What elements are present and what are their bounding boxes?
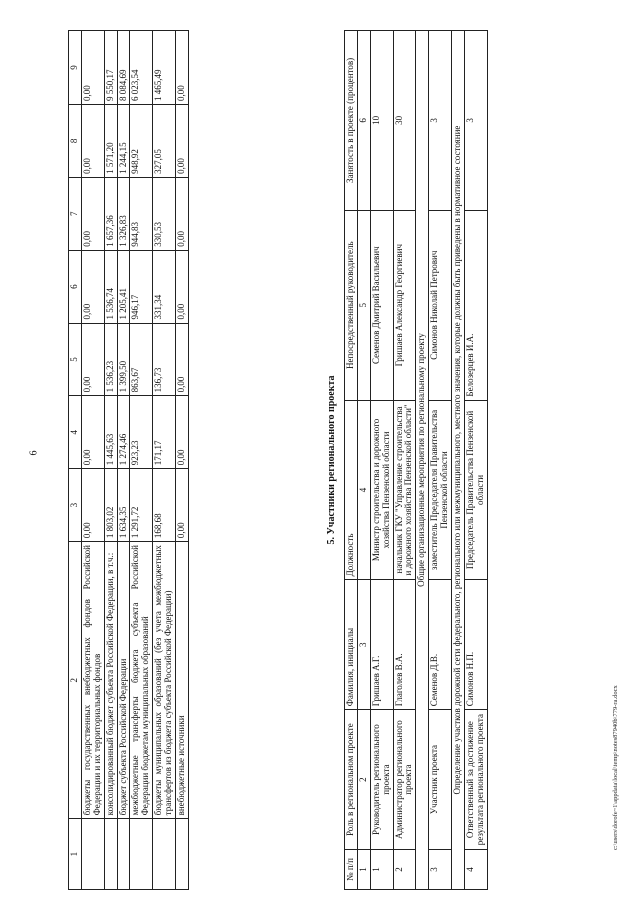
budget-value: 923,23 <box>130 396 153 469</box>
budget-value: 136,73 <box>153 323 176 396</box>
budget-row-name: межбюджетные трансферты бюджета субъекта Российской Федерации бюджетам муниципальных образований <box>130 542 153 819</box>
budget-row-num <box>81 819 104 890</box>
budget-row-num <box>153 819 176 890</box>
budget-row <box>117 31 130 890</box>
column-number: 1 <box>357 850 370 890</box>
participant-name: Гришаев А.Г. <box>370 580 393 710</box>
budget-value: 0,00 <box>81 250 104 323</box>
participant-row <box>393 31 416 890</box>
column-number-row <box>357 31 370 890</box>
budget-value: 1 274,46 <box>117 396 130 469</box>
budget-row <box>130 31 153 890</box>
budget-value: 0,00 <box>176 250 189 323</box>
participant-position: начальник ГКУ "Управление строительства и дорожного хозяйства Пензенской области" <box>393 400 416 580</box>
budget-value: 0,00 <box>81 105 104 178</box>
budget-value: 1 465,49 <box>153 31 176 105</box>
participant-num: 1 <box>370 850 393 890</box>
budget-value: 0,00 <box>81 177 104 250</box>
budget-value: 0,00 <box>176 323 189 396</box>
budget-value: 1 244,15 <box>117 105 130 178</box>
budget-row <box>104 31 117 890</box>
column-header: Роль в региональном проекте <box>345 710 358 850</box>
section-title: 5. Участники регионального проекта <box>326 375 337 545</box>
participant-supervisor: Симонов Николай Петрович <box>429 210 452 400</box>
participant-num: 2 <box>393 850 416 890</box>
budget-sources-table <box>68 30 189 890</box>
budget-value: 1 803,02 <box>104 469 117 542</box>
participant-share: 30 <box>393 31 416 211</box>
participants-table <box>344 30 488 890</box>
participant-position: заместитель Председателя Правительства Пензенской области <box>429 400 452 580</box>
participant-name: Глаголев В.А. <box>393 580 416 710</box>
budget-row <box>81 31 104 890</box>
participants-header-row <box>345 31 358 890</box>
budget-row-name: бюджеты государственных внебюджетных фондов Российской Федерации и их территориальных фондов <box>81 542 104 819</box>
participant-role: Руководитель регионального проекта <box>370 710 393 850</box>
budget-value: 327,05 <box>153 105 176 178</box>
budget-value: 944,83 <box>130 177 153 250</box>
budget-header-cell: 1 <box>69 819 82 890</box>
participant-num: 3 <box>429 850 452 890</box>
participant-role: Участник проекта <box>429 710 452 850</box>
budget-value: 863,67 <box>130 323 153 396</box>
column-header: Занятость в проекте (процентов) <box>345 31 358 211</box>
footer-file-path: c:\users\dorofe~1\appdata\local\temp\notes87940b\779-ra.docx <box>612 685 619 850</box>
page-number: 6 <box>28 450 40 456</box>
budget-value: 1 291,72 <box>130 469 153 542</box>
participant-supervisor: Семенов Дмитрий Васильевич <box>370 210 393 400</box>
budget-row-num <box>104 819 117 890</box>
participant-position: Министр строительства и дорожного хозяйства Пензенской области <box>370 400 393 580</box>
budget-header-cell: 3 <box>69 469 82 542</box>
budget-value: 0,00 <box>81 31 104 105</box>
participant-name: Симонов Н.П. <box>464 580 487 710</box>
subsection-title: Определение участков дорожной сети федерального, регионального или межмуниципального, местного значения, которые должны быть приведены в нормативное состояние <box>452 31 465 890</box>
budget-value: 0,00 <box>176 469 189 542</box>
budget-value: 6 023,54 <box>130 31 153 105</box>
budget-value: 1 657,36 <box>104 177 117 250</box>
budget-value: 1 536,74 <box>104 250 117 323</box>
budget-value: 0,00 <box>176 105 189 178</box>
budget-value: 168,68 <box>153 469 176 542</box>
participant-row <box>464 31 487 890</box>
budget-value: 8 084,69 <box>117 31 130 105</box>
column-header: Непосредственный руководитель <box>345 210 358 400</box>
budget-value: 1 399,50 <box>117 323 130 396</box>
budget-value: 0,00 <box>81 469 104 542</box>
budget-value: 330,53 <box>153 177 176 250</box>
participant-position: Председатель Правительства Пензенской области <box>464 400 487 580</box>
budget-row-name: бюджет субъекта Российской Федерации <box>117 542 130 819</box>
budget-header-cell: 5 <box>69 323 82 396</box>
column-number: 5 <box>357 210 370 400</box>
budget-value: 171,17 <box>153 396 176 469</box>
column-number: 4 <box>357 400 370 580</box>
column-number: 6 <box>357 31 370 211</box>
column-header: Фамилия, инициалы <box>345 580 358 710</box>
budget-row <box>176 31 189 890</box>
column-number: 3 <box>357 580 370 710</box>
participant-row <box>429 31 452 890</box>
budget-value: 1 634,35 <box>117 469 130 542</box>
budget-value: 1 205,41 <box>117 250 130 323</box>
participant-share: 3 <box>429 31 452 211</box>
budget-value: 1 445,63 <box>104 396 117 469</box>
budget-row-name: консолидированный бюджет субъекта Российской Федерации, в т.ч.: <box>104 542 117 819</box>
budget-value: 946,17 <box>130 250 153 323</box>
participant-supervisor: Гришаев Александр Георгиевич <box>393 210 416 400</box>
budget-value: 0,00 <box>81 396 104 469</box>
budget-value: 1 571,20 <box>104 105 117 178</box>
budget-row <box>153 31 176 890</box>
budget-value: 0,00 <box>176 396 189 469</box>
subsection-title: Общие организационные мероприятия по региональному проекту <box>416 31 429 890</box>
budget-header-cell: 8 <box>69 105 82 178</box>
budget-value: 9 550,17 <box>104 31 117 105</box>
budget-row-name: внебюджетные источники <box>176 542 189 819</box>
budget-header-cell: 9 <box>69 31 82 105</box>
participant-share: 10 <box>370 31 393 211</box>
budget-value: 331,34 <box>153 250 176 323</box>
participant-num: 4 <box>464 850 487 890</box>
column-number: 2 <box>357 710 370 850</box>
budget-value: 0,00 <box>176 31 189 105</box>
budget-header-row <box>69 31 82 890</box>
budget-row-name: бюджеты муниципальных образований (без учета межбюджетных трансфертов из бюджета субъекта Российской Федерации) <box>153 542 176 819</box>
participant-row <box>370 31 393 890</box>
budget-header-cell: 6 <box>69 250 82 323</box>
participant-role: Ответственный за достижение результата регионального проекта <box>464 710 487 850</box>
budget-row-num <box>176 819 189 890</box>
budget-value: 0,00 <box>176 177 189 250</box>
participant-share: 3 <box>464 31 487 211</box>
budget-value: 0,00 <box>81 323 104 396</box>
budget-row-num <box>130 819 153 890</box>
budget-header-cell: 4 <box>69 396 82 469</box>
column-header: Должность <box>345 400 358 580</box>
participant-name: Семенов Д.В. <box>429 580 452 710</box>
budget-value: 1 536,23 <box>104 323 117 396</box>
subsection-row <box>416 31 429 890</box>
participant-supervisor: Белозерцев И.А. <box>464 210 487 400</box>
budget-header-cell: 7 <box>69 177 82 250</box>
budget-header-cell: 2 <box>69 542 82 819</box>
subsection-row <box>452 31 465 890</box>
budget-row-num <box>117 819 130 890</box>
column-header: № п/п <box>345 850 358 890</box>
participant-role: Администратор регионального проекта <box>393 710 416 850</box>
rotated-page-content <box>68 20 608 890</box>
budget-value: 948,92 <box>130 105 153 178</box>
budget-value: 1 326,83 <box>117 177 130 250</box>
